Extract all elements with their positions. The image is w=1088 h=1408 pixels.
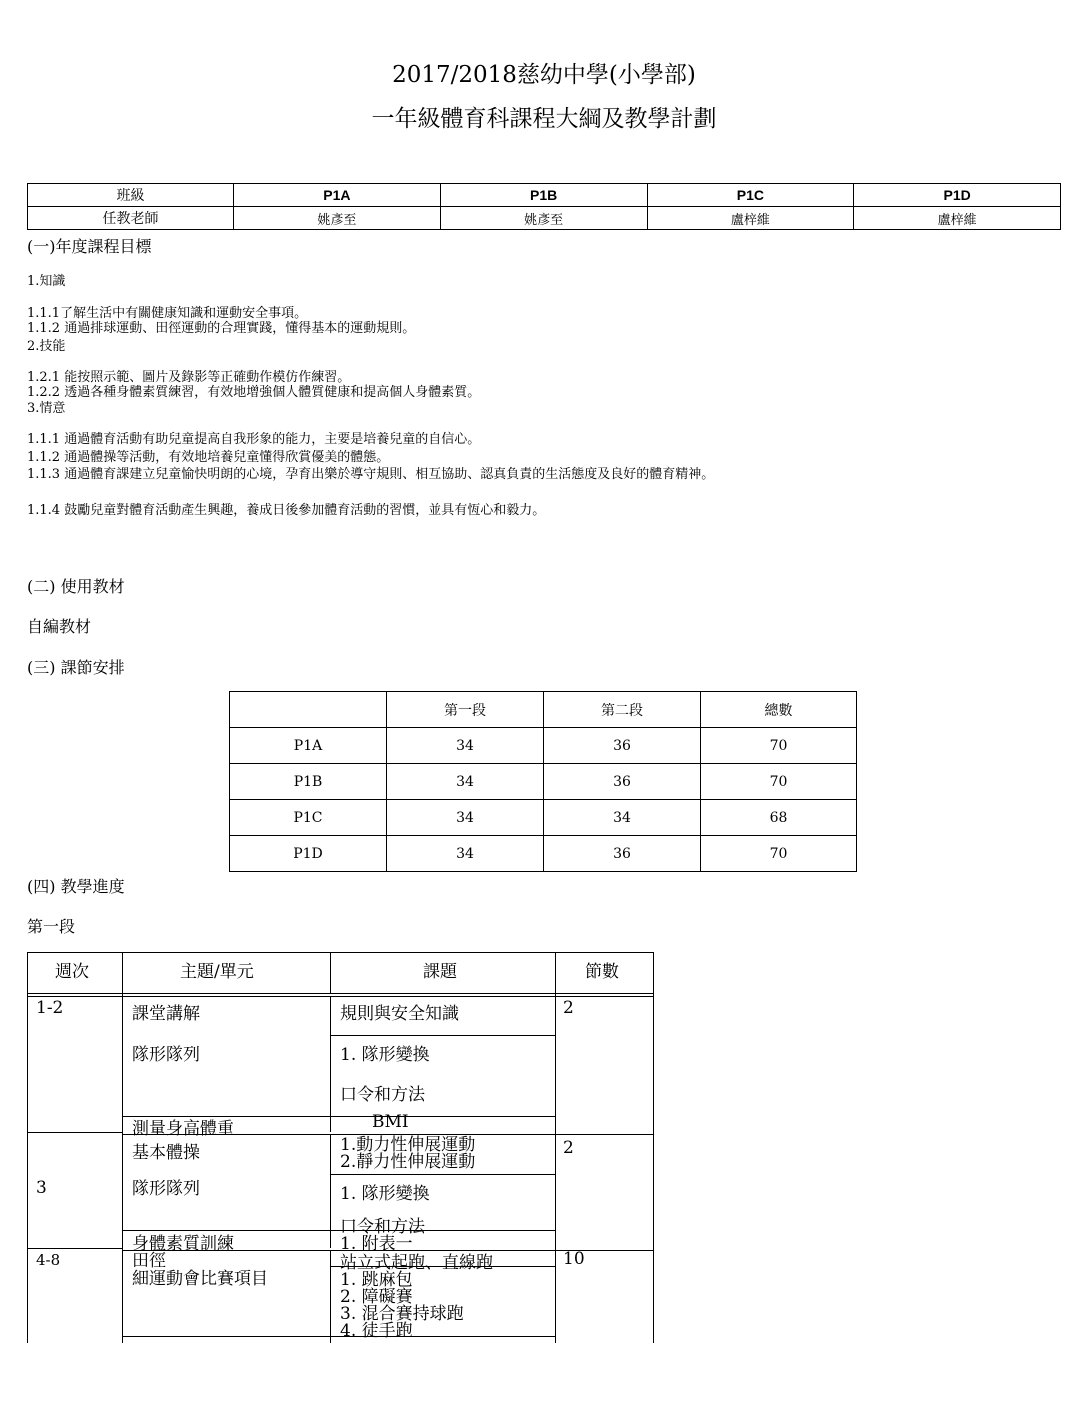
lesson-row [230,764,857,800]
lessons-cell: 2 [563,998,574,1018]
lesson-cell: P1D [230,836,387,872]
class-label: 班級 [28,184,234,207]
topic-cell: 隊形隊列 [132,1179,200,1199]
week-cell: 1-2 [36,998,64,1018]
objective-item: 1.1.2 通過排球運動、田徑運動的合理實踐，懂得基本的運動規則。 [27,321,416,336]
lesson-cell: 36 [544,836,701,872]
week-cell: 4-8 [36,1251,61,1269]
lesson-cell: 70 [701,764,857,800]
teacher-name: 盧梓維 [647,207,854,230]
skills-title: 2.技能 [27,339,66,354]
objective-item: 1.2.2 透過各種身體素質練習，有效地增強個人體質健康和提高個人身體素質。 [27,385,481,400]
subject-cell: 4. 徒手跑 [340,1321,413,1341]
lesson-row [230,836,857,872]
topic-cell: 測量身高體重 [132,1119,234,1139]
stage-label: 第一段 [27,917,76,936]
subject-cell: 1. 隊形變換 [340,1184,430,1204]
objective-item: 1.1.3 通過體育課建立兒童愉快明朗的心境，孕育出樂於導守規則、相互協助、認真負責的生活態度及良好的體育精神。 [27,467,715,482]
class-row [28,184,1061,207]
knowledge-title: 1.知識 [27,274,66,289]
section4-heading: (四) 教學進度 [27,877,125,896]
topic-cell: 細運動會比賽項目 [132,1269,268,1289]
topic-cell: 課堂講解 [132,1004,200,1024]
header-cell: 第一段 [387,692,544,728]
lesson-cell: 36 [544,764,701,800]
lessons-cell: 2 [563,1138,574,1158]
subject-cell: 2.靜力性伸展運動 [340,1152,476,1172]
subject-cell: 1. 附表一 [340,1234,413,1254]
objective-item: 1.1.2 通過體操等活動，有效地培養兒童懂得欣賞優美的體態。 [27,450,390,465]
subject-cell: 口令和方法 [340,1085,425,1105]
col-header-lessons: 節數 [585,962,619,982]
lesson-cell: 34 [544,800,701,836]
topic-cell: 隊形隊列 [132,1045,200,1065]
teacher-name: 姚彥至 [234,207,441,230]
lesson-row [230,800,857,836]
class-code: P1A [234,184,441,207]
class-code: P1C [647,184,854,207]
objective-item: 1.1.4 鼓勵兒童對體育活動產生興趣，養成日後參加體育活動的習慣，並具有恆心和毅力。 [27,503,546,518]
header-cell [230,692,387,728]
subject-cell: 1. 跳麻包 [340,1270,413,1290]
section2-heading: (二) 使用教材 [27,577,125,596]
class-teacher-table [27,183,1061,230]
header-cell: 總數 [701,692,857,728]
lesson-row [230,728,857,764]
subject-cell: 1.動力性伸展運動 [340,1135,476,1155]
lesson-cell: 34 [387,836,544,872]
col-header-topic: 主題/單元 [180,962,254,982]
materials-text: 自編教材 [27,617,92,636]
subject-cell: 口令和方法 [340,1217,425,1237]
teacher-label: 任教老師 [28,207,234,230]
lesson-cell: 68 [701,800,857,836]
week-cell: 3 [36,1178,47,1198]
lesson-count-table [229,691,857,872]
subject-cell: 2. 障礙賽 [340,1287,413,1307]
section3-heading: (三) 課節安排 [27,658,125,677]
lesson-cell: 34 [387,728,544,764]
lesson-cell: 34 [387,764,544,800]
teacher-name: 盧梓維 [854,207,1061,230]
lesson-cell: P1B [230,764,387,800]
teacher-name: 姚彥至 [440,207,647,230]
objective-item: 1.1.1 通過體育活動有助兒童提高自我形象的能力，主要是培養兒童的自信心。 [27,432,481,447]
subject-cell: 3. 混合賽持球跑 [340,1304,464,1324]
lessons-cell: 10 [563,1249,585,1269]
lesson-cell: 70 [701,836,857,872]
subject-cell: 站立式起跑、直線跑 [340,1253,493,1273]
objective-item: 1.1.1了解生活中有關健康知識和運動安全事項。 [27,306,308,321]
document-subtitle: 一年級體育科課程大綱及教學計劃 [371,106,717,132]
topic-cell: 身體素質訓練 [132,1234,234,1254]
lesson-cell: 34 [387,800,544,836]
lesson-cell: 36 [544,728,701,764]
col-header-subject: 課題 [423,962,457,982]
topic-cell: 基本體操 [132,1143,200,1163]
document-title: 2017/2018慈幼中學(小學部) [392,62,696,88]
subject-cell: 規則與安全知識 [340,1004,459,1024]
class-code: P1B [440,184,647,207]
affect-title: 3.情意 [27,401,66,416]
class-code: P1D [854,184,1061,207]
topic-cell: 田徑 [132,1251,166,1271]
section1-heading: (一)年度課程目標 [27,237,152,256]
lesson-cell: P1A [230,728,387,764]
col-header-week: 週次 [55,962,89,982]
subject-cell: BMI [372,1112,409,1132]
lesson-cell: 70 [701,728,857,764]
subject-cell: 1. 隊形變換 [340,1045,430,1065]
objective-item: 1.2.1 能按照示範、圖片及錄影等正確動作模仿作練習。 [27,370,351,385]
teacher-row [28,207,1061,230]
header-cell: 第二段 [544,692,701,728]
lesson-header-row [230,692,857,728]
lesson-cell: P1C [230,800,387,836]
